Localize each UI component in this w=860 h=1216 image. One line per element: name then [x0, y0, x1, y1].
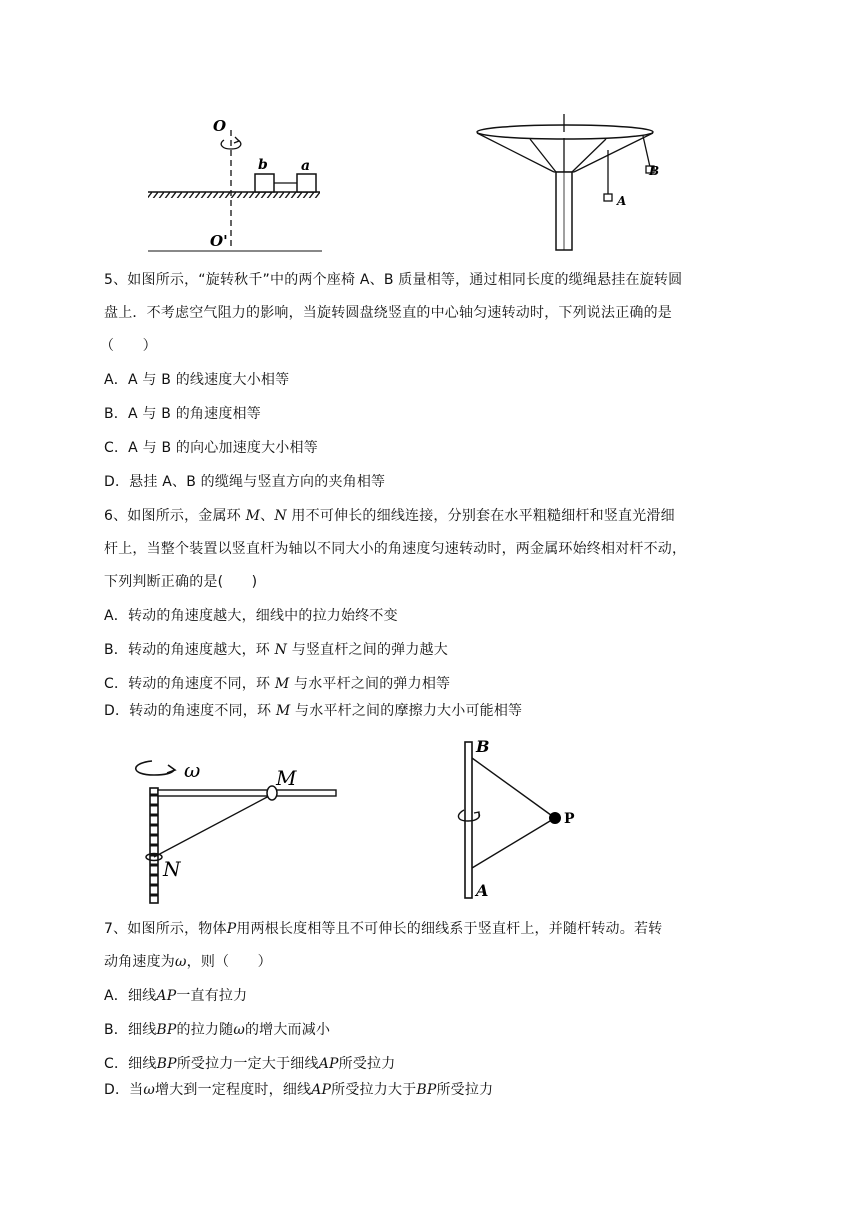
q6-stem-line-1 — [104, 506, 675, 526]
thin-string — [154, 795, 271, 857]
q5-option-a: A．A 与 B 的线速度大小相等 — [104, 372, 290, 388]
q5-stem-line-1: 5、如图所示，“旋转秋千”中的两个座椅 A、B 质量相等，通过相同长度的缆绳悬挂在旋转圆 — [104, 272, 683, 288]
string-ap-symbol: AP — [156, 988, 177, 1004]
option-text: 一直有拉力 — [176, 988, 248, 1004]
option-text: D．当 — [104, 1082, 144, 1098]
option-text: 所受拉力一定大于细线 — [176, 1056, 319, 1072]
ring-n-symbol: N — [274, 642, 288, 658]
option-text: 的拉力随 — [176, 1022, 234, 1038]
omega-symbol: ω — [175, 954, 187, 970]
ring-m-symbol: M — [245, 508, 261, 524]
label-a: A — [476, 881, 489, 900]
block-b — [255, 174, 274, 192]
vertical-rod — [465, 742, 472, 898]
string-ap — [472, 818, 555, 868]
option-text: 所受拉力 — [338, 1056, 396, 1072]
q7-stem-line-1 — [104, 919, 662, 939]
q6-stem-text: 6、如图所示，金属环 — [104, 508, 246, 524]
ring-m-symbol: M — [275, 703, 291, 719]
option-text: D．转动的角速度不同，环 — [104, 703, 276, 719]
label-a: a — [301, 158, 311, 174]
object-p — [549, 812, 561, 824]
string-bp-symbol: BP — [156, 1056, 177, 1072]
string-bp-symbol: BP — [416, 1082, 437, 1098]
option-text: A．细线 — [104, 988, 157, 1004]
figure-rotating-swing — [470, 112, 670, 254]
q7-stem-text: 动角速度为 — [104, 954, 175, 970]
q6-stem-text: 用不可伸长的细线连接，分别套在水平粗糙细杆和竖直光滑细 — [286, 508, 675, 524]
option-text: 与水平杆之间的摩擦力大小可能相等 — [290, 703, 523, 719]
vertical-rod — [150, 788, 158, 903]
q6-option-b — [104, 640, 448, 660]
figure-object-on-rod — [448, 736, 588, 904]
string-ap-symbol: AP — [318, 1056, 339, 1072]
option-text: C．转动的角速度不同，环 — [104, 676, 275, 692]
label-o-prime: O' — [210, 232, 228, 250]
q6-stem-line-2: 杆上，当整个装置以竖直杆为轴以不同大小的角速度匀速转动时，两金属环始终相对杆不动， — [104, 541, 687, 557]
figure-rings-on-rods — [128, 755, 343, 907]
cable-b — [643, 136, 650, 167]
q5-option-d: D．悬挂 A、B 的缆绳与竖直方向的夹角相等 — [104, 474, 386, 490]
omega-symbol: ω — [143, 1082, 156, 1098]
q7-option-d — [104, 1080, 493, 1100]
label-a: A — [617, 194, 627, 208]
separator: 、 — [260, 508, 275, 524]
string-bp-symbol: BP — [156, 1022, 177, 1038]
q6-stem-line-3: 下列判断正确的是( ) — [104, 574, 258, 590]
option-text: 与竖直杆之间的弹力越大 — [287, 642, 448, 658]
block-a — [297, 174, 316, 192]
q7-option-a — [104, 986, 247, 1006]
label-b: B — [649, 164, 660, 178]
q6-option-c — [104, 674, 450, 694]
option-text: 所受拉力 — [436, 1082, 494, 1098]
rotation-arrow-icon — [136, 761, 175, 775]
string-ap-symbol: AP — [311, 1082, 332, 1098]
q7-stem-text: ，则（ ） — [186, 954, 272, 970]
option-text: 与水平杆之间的弹力相等 — [289, 676, 451, 692]
label-b: B — [476, 737, 490, 756]
ring-n-symbol: N — [274, 508, 287, 524]
string-bp — [472, 758, 555, 818]
q5-option-c: C．A 与 B 的向心加速度大小相等 — [104, 440, 318, 456]
option-text: 增大到一定程度时，细线 — [155, 1082, 312, 1098]
q6-option-d — [104, 701, 522, 721]
horizontal-rod — [158, 790, 336, 796]
q7-stem-text: 7、如图所示，物体 — [104, 921, 227, 937]
option-text: B．细线 — [104, 1022, 157, 1038]
figure-turntable-blocks — [140, 112, 330, 258]
option-text: C．细线 — [104, 1056, 157, 1072]
omega-symbol: ω — [233, 1022, 245, 1038]
label-omega: ω — [184, 758, 201, 782]
ring-m-symbol: M — [274, 676, 290, 692]
label-n: N — [163, 857, 181, 881]
q7-option-c — [104, 1054, 395, 1074]
q7-option-b — [104, 1020, 330, 1040]
label-o: O — [213, 117, 227, 135]
q7-stem-line-2 — [104, 952, 272, 972]
ground-hatching — [148, 192, 320, 198]
option-text: 的增大而减小 — [244, 1022, 331, 1038]
label-m: M — [276, 766, 297, 790]
q5-stem-line-3: （ ） — [100, 338, 157, 354]
label-p: P — [564, 811, 575, 827]
seat-a — [604, 194, 612, 201]
q6-option-a: A．转动的角速度越大，细线中的拉力始终不变 — [104, 608, 398, 624]
q5-option-b: B．A 与 B 的角速度相等 — [104, 406, 261, 422]
object-p-symbol: P — [226, 921, 237, 937]
q5-stem-line-2: 盘上．不考虑空气阻力的影响，当旋转圆盘绕竖直的中心轴匀速转动时，下列说法正确的是 — [104, 305, 672, 321]
turntable-disk — [477, 125, 653, 139]
option-text: B．转动的角速度越大，环 — [104, 642, 275, 658]
q7-stem-text: 用两根长度相等且不可伸长的细线系于竖直杆上，并随杆转动。若转 — [236, 921, 663, 937]
option-text: 所受拉力大于 — [331, 1082, 417, 1098]
label-b: b — [258, 157, 268, 173]
